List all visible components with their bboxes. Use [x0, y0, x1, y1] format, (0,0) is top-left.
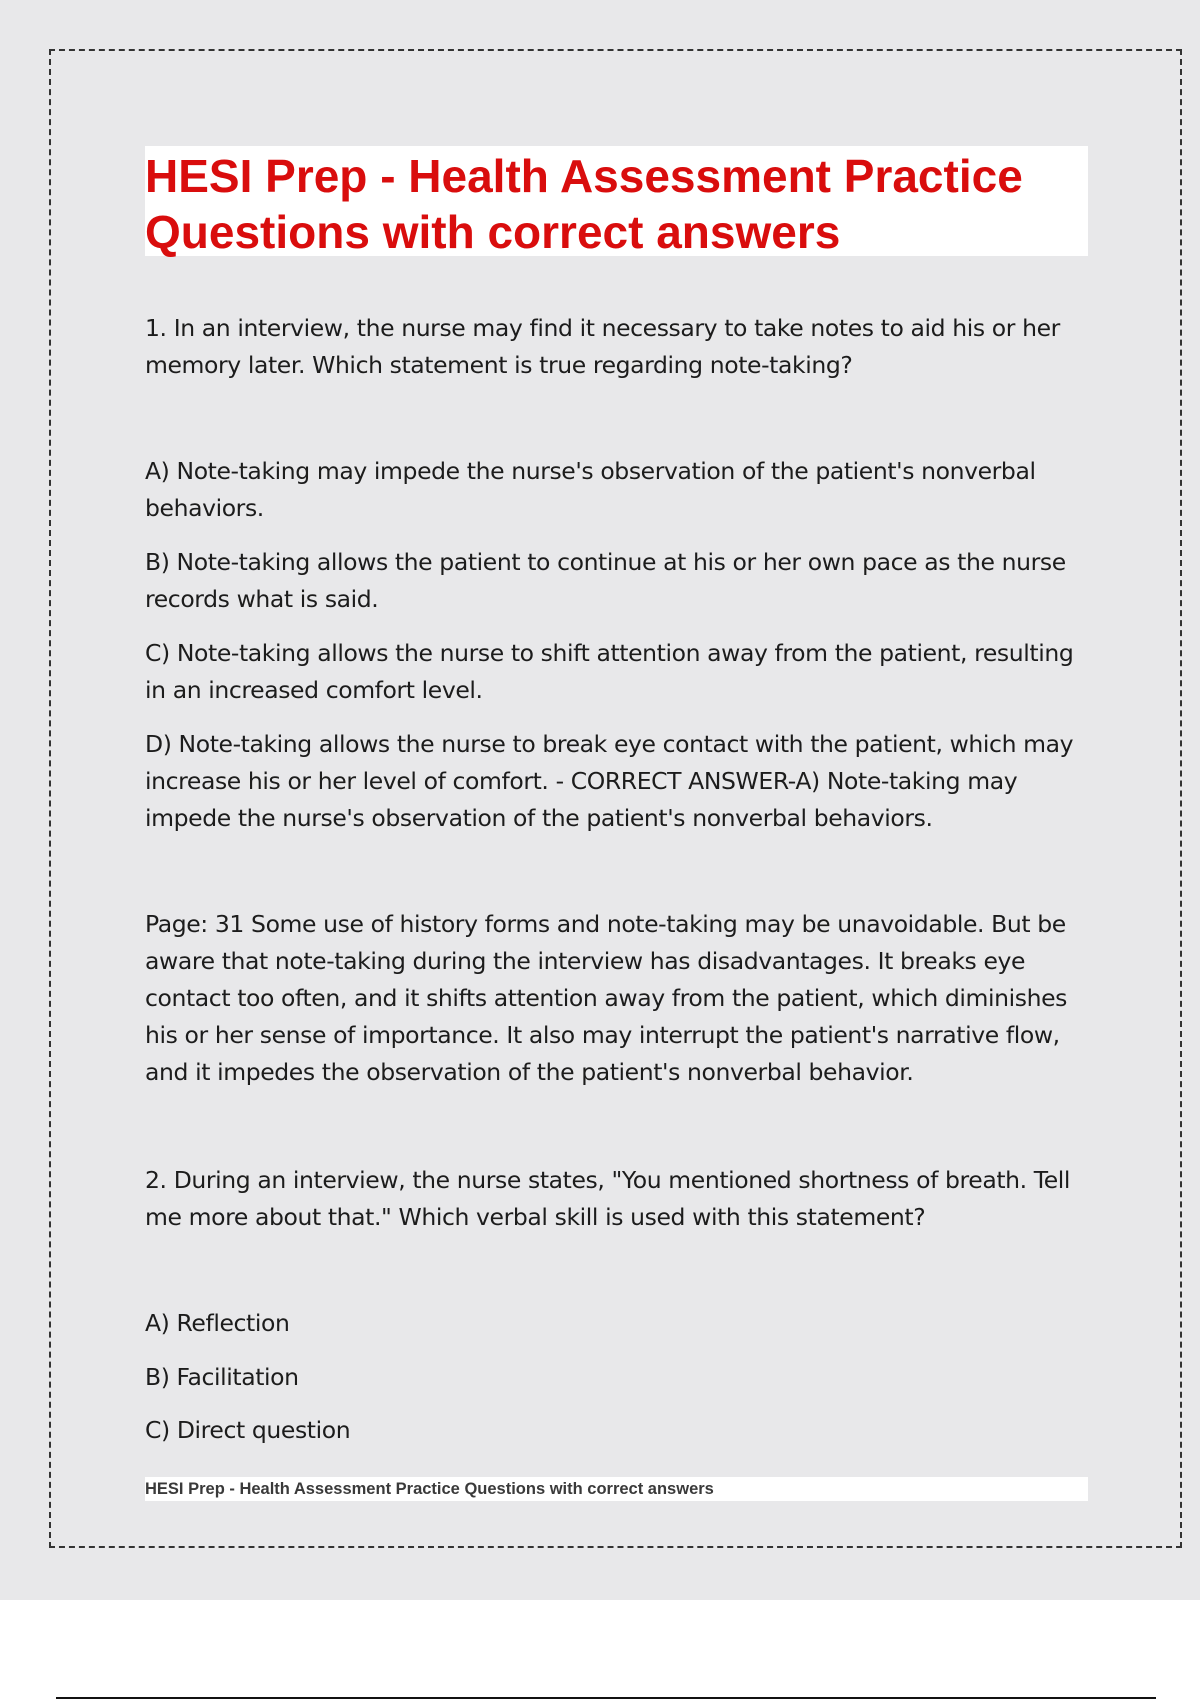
question-1: 1. In an interview, the nurse may find it necessary to take notes to aid his or her memory later. Which statement is true regarding note-taking?	[145, 314, 1060, 379]
bottom-rule	[56, 1697, 1156, 1699]
question-2-option-b: B) Facilitation	[145, 1363, 299, 1391]
footer-box	[145, 1477, 1088, 1501]
question-1-option-b: B) Note-taking allows the patient to continue at his or her own pace as the nurse records what is said.	[145, 548, 1066, 613]
question-2-option-a: A) Reflection	[145, 1309, 290, 1337]
question-1-option-d-answer: D) Note-taking allows the nurse to break eye contact with the patient, which may increase his or her level of comfort. - CORRECT ANSWER-A) Note-taking may impede the nurse's observation of the patient's nonverbal behaviors.	[145, 730, 1074, 832]
question-1-option-c: C) Note-taking allows the nurse to shift attention away from the patient, resulting in an increased comfort level.	[145, 639, 1074, 704]
question-1-rationale: Page: 31 Some use of history forms and note-taking may be unavoidable. But be aware that note-taking during the interview has disadvantages. It breaks eye contact too often, and it shifts attention away from the patient, which diminishes his or her sense of importance. It also may interrupt the patient's narrative flow, and it impedes the observation of the patient's nonverbal behavior.	[145, 910, 1068, 1086]
title-box	[145, 146, 1088, 256]
document-title: HESI Prep - Health Assessment Practice Questions with correct answers	[145, 150, 1023, 258]
question-1-option-a: A) Note-taking may impede the nurse's observation of the patient's nonverbal behaviors.	[145, 457, 1036, 522]
question-2-option-c: C) Direct question	[145, 1416, 351, 1444]
question-2: 2. During an interview, the nurse states, "You mentioned shortness of breath. Tell me more about that." Which verbal skill is used with this statement?	[145, 1166, 1071, 1231]
page-footer: HESI Prep - Health Assessment Practice Questions with correct answers	[145, 1480, 714, 1498]
